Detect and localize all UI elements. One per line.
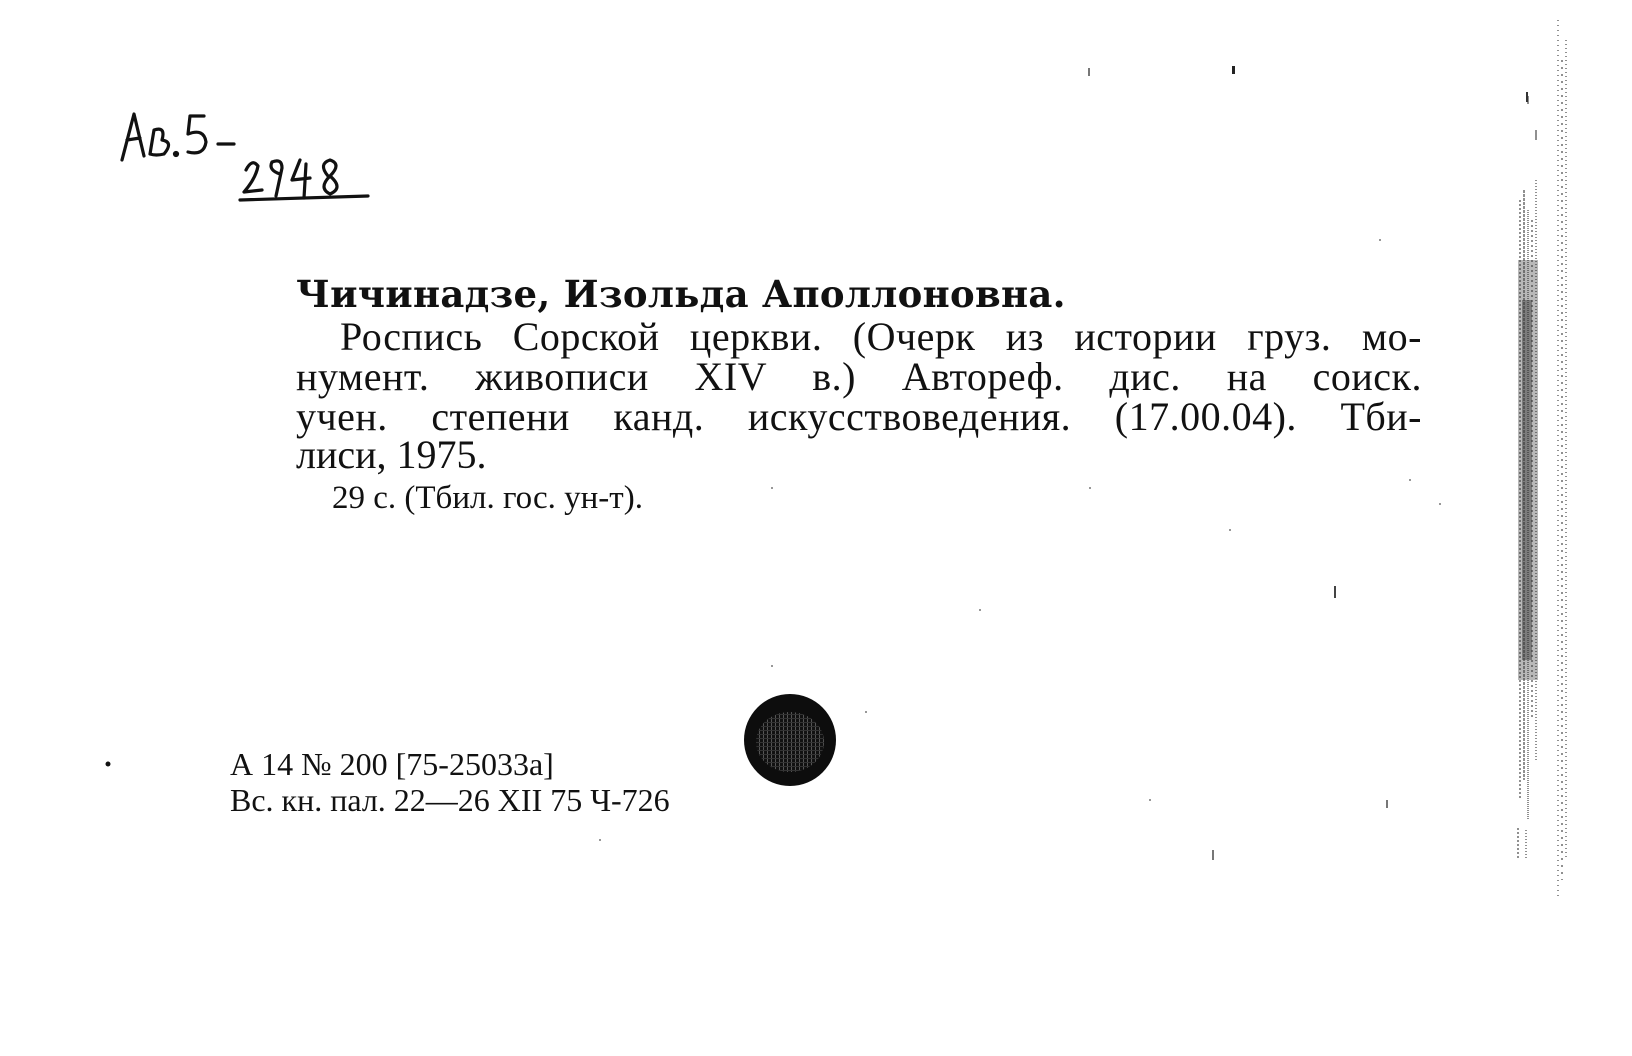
- imprint-line-1: А 14 № 200 [75-25033а]: [230, 746, 554, 782]
- description-line-1: Роспись Сорской церкви. (Очерк из истории груз. мо-: [340, 314, 1422, 359]
- pagination-line: 29 с. (Тбил. гос. ун-т).: [332, 480, 643, 516]
- description-line-3: учен. степени канд. искусствоведения. (17.00.04). Тби-: [296, 394, 1422, 439]
- bibliographic-entry: [296, 272, 1422, 518]
- author-heading: Чичинадзе, Изольда Аполлоновна.: [296, 272, 1066, 316]
- description-line-2: нумент. живописи XIV в.) Автореф. дис. на соиск.: [296, 354, 1422, 399]
- description-line-4: лиси, 1975.: [296, 432, 487, 477]
- scan-edge-noise: [1500, 0, 1632, 1056]
- imprint-block: [230, 746, 670, 818]
- punch-hole: [742, 692, 838, 788]
- handwritten-shelfmark: [118, 108, 398, 218]
- imprint-line-2: Вс. кн. пал. 22—26 XII 75 Ч-726: [230, 782, 670, 818]
